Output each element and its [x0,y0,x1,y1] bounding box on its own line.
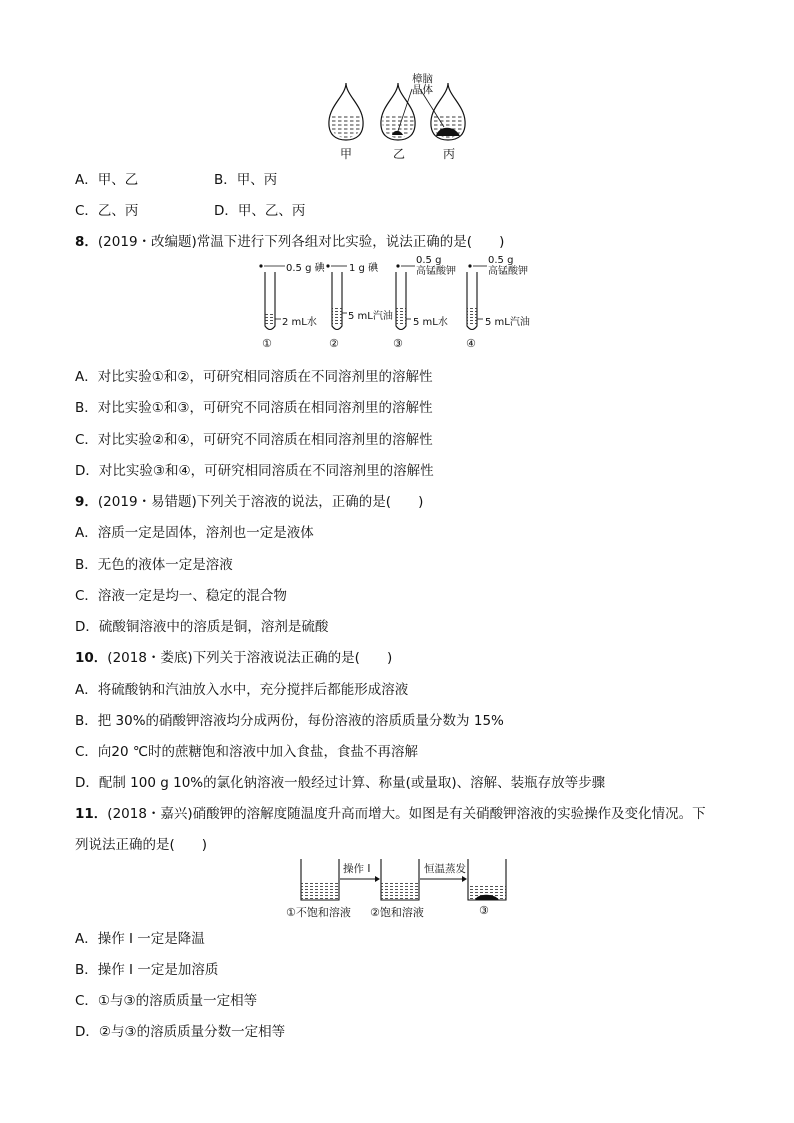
q9-option-d: D．硫酸铜溶液中的溶质是铜，溶剂是硫酸 [75,619,329,635]
q10-option-c: C．向20 ℃时的蔗糖饱和溶液中加入食盐，食盐不再溶解 [75,744,419,760]
q8-question [75,230,504,250]
q11-option-a: A．操作 I 一定是降温 [75,931,205,947]
q11-stem-line1: 硝酸钾的溶解度随温度升高而增大。如图是有关硝酸钾溶液的实验操作及变化情况。下 [192,806,706,822]
flask-bing [431,83,465,140]
q11-source: (2018・嘉兴) [107,806,193,822]
q10-option-b: B．把 30%的硝酸钾溶液均分成两份，每份溶液的溶质质量分数为 15% [75,713,504,729]
q9-stem: 下列关于溶液的说法，正确的是( ) [196,494,424,510]
flask-label-bing: 丙 [443,147,456,161]
q10-source: (2018・娄底) [107,650,193,666]
flask-label-yi: 乙 [393,147,406,161]
beaker-1-label: ①不饱和溶液 [286,906,351,919]
tube-4-top-label-1: 0.5 g [488,255,514,266]
flask-label-jia: 甲 [340,147,353,161]
annotation-line2: 晶体 [412,84,433,96]
q11-question [75,802,706,822]
q8-option-d: D．对比实验③和④，可研究相同溶质在不同溶剂里的溶解性 [75,463,434,479]
beaker-figure [295,855,510,905]
q10-stem: 下列关于溶液说法正确的是( ) [192,650,393,666]
tube-1-side-label: 2 mL水 [282,317,317,328]
q7-option-a: A．甲、乙 [75,172,139,188]
tube-3-side-label: 5 mL水 [413,317,448,328]
q8-number: 8． [75,234,98,250]
q9-option-c: C．溶液一定是均一、稳定的混合物 [75,588,287,604]
tube-4-side-label: 5 mL汽油 [485,317,530,328]
q10-number: 10． [75,650,108,666]
q8-option-b: B．对比实验①和③，可研究不同溶质在相同溶剂里的溶解性 [75,400,433,416]
arrow-2-label: 恒温蒸发 [424,863,466,875]
arrow-1-label: 操作 I [343,863,371,875]
beaker-3 [468,859,506,900]
q11-option-d: D．②与③的溶质质量分数一定相等 [75,1024,286,1040]
tube-4-top-label [488,255,528,277]
q11-option-b: B．操作 I 一定是加溶质 [75,962,219,978]
q8-source: (2019・改编题) [97,234,197,250]
beaker-1 [301,859,339,900]
q7-option-d: D．甲、乙、丙 [214,203,306,219]
tube-4-top-label-2: 高锰酸钾 [488,266,528,277]
q10-option-d: D．配制 100 g 10%的氯化钠溶液一般经过计算、称量(或量取)、溶解、装瓶存放等步骤 [75,775,606,791]
tube-4-id: ④ [466,337,476,350]
q10-question [75,646,392,666]
beaker-2 [381,859,419,900]
q10-option-a: A．将硫酸钠和汽油放入水中，充分搅拌后都能形成溶液 [75,682,409,698]
flask-yi [381,83,415,140]
tube-3-top-label [416,255,456,277]
tube-3-top-label-2: 高锰酸钾 [416,266,456,277]
q9-question [75,490,423,510]
q7-option-b: B．甲、丙 [214,172,278,188]
q9-option-b: B．无色的液体一定是溶液 [75,557,233,573]
q9-source: (2019・易错题) [97,494,197,510]
q9-number: 9． [75,494,98,510]
arrow-1 [340,876,380,882]
beaker-2-label: ②饱和溶液 [370,906,424,919]
test-tube-4 [467,264,487,329]
annotation-camphor [412,74,433,96]
beaker-3-label: ③ [479,904,489,917]
q11-stem-line2: 列说法正确的是( ) [75,837,208,853]
q8-stem: 常温下进行下列各组对比实验，说法正确的是( ) [196,234,505,250]
tube-1-top-label: 0.5 g 碘 [286,263,325,274]
arrow-2 [420,876,467,882]
q8-option-a: A．对比实验①和②，可研究相同溶质在不同溶剂里的溶解性 [75,369,433,385]
tube-2-id: ② [329,337,339,350]
tube-2-side-label: 5 mL汽油 [348,311,393,322]
flask-jia [329,83,363,140]
q9-option-a: A．溶质一定是固体，溶剂也一定是液体 [75,525,314,541]
q11-number: 11． [75,806,108,822]
tube-1-id: ① [262,337,272,350]
q11-option-c: C．①与③的溶质质量一定相等 [75,993,258,1009]
q8-option-c: C．对比实验②和④，可研究不同溶质在相同溶剂里的溶解性 [75,432,433,448]
annotation-line1: 樟脑 [412,73,433,85]
tube-3-id: ③ [393,337,403,350]
q7-option-c: C．乙、丙 [75,203,139,219]
test-tube-2 [326,264,347,329]
tube-2-top-label: 1 g 碘 [349,263,379,274]
tube-3-top-label-1: 0.5 g [416,255,442,266]
